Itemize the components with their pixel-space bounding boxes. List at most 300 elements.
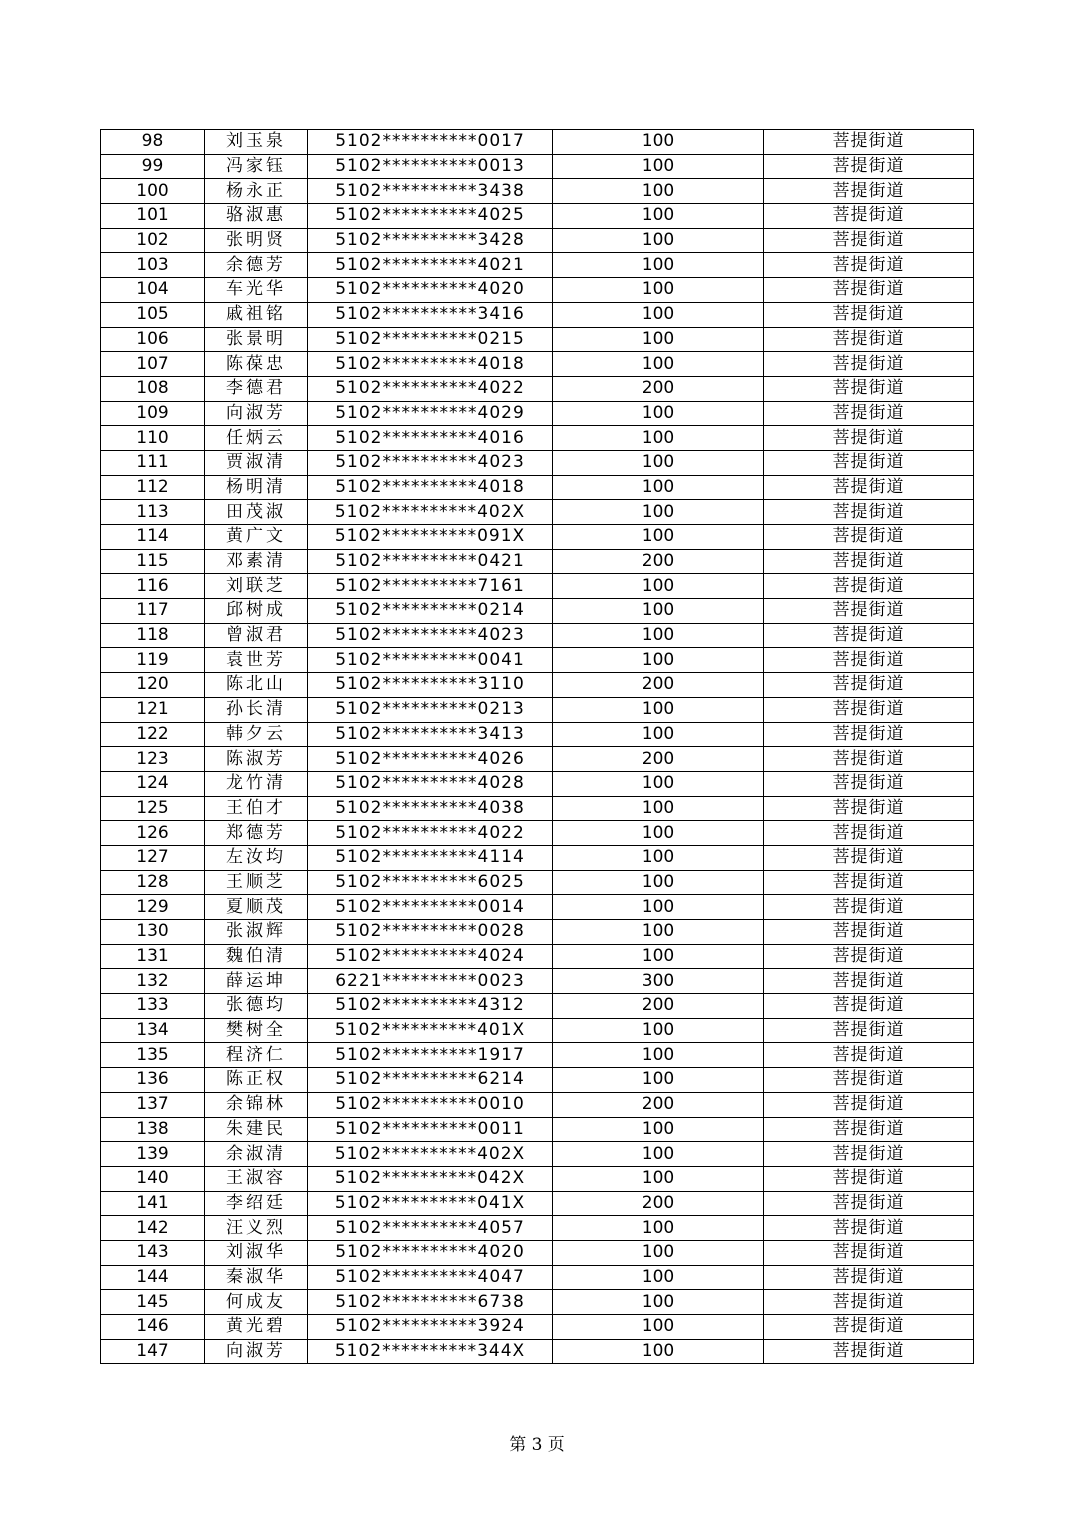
cell-amount: 100 — [553, 426, 764, 451]
cell-name: 杨明清 — [205, 475, 308, 500]
table-row — [101, 870, 974, 895]
cell-amount: 100 — [553, 1166, 764, 1191]
cell-amount: 100 — [553, 1216, 764, 1241]
cell-index: 147 — [101, 1339, 205, 1364]
cell-name: 程济仁 — [205, 1043, 308, 1068]
table-row — [101, 302, 974, 327]
cell-index: 122 — [101, 722, 205, 747]
cell-index: 134 — [101, 1018, 205, 1043]
cell-street: 菩提街道 — [764, 525, 974, 550]
cell-index: 132 — [101, 969, 205, 994]
cell-amount: 100 — [553, 1265, 764, 1290]
cell-street: 菩提街道 — [764, 574, 974, 599]
cell-street: 菩提街道 — [764, 870, 974, 895]
cell-amount: 100 — [553, 450, 764, 475]
cell-amount: 200 — [553, 376, 764, 401]
cell-name: 余锦林 — [205, 1092, 308, 1117]
cell-index: 123 — [101, 747, 205, 772]
table-row — [101, 352, 974, 377]
cell-amount: 100 — [553, 648, 764, 673]
cell-name: 孙长清 — [205, 697, 308, 722]
cell-index: 137 — [101, 1092, 205, 1117]
table-row — [101, 376, 974, 401]
cell-street: 菩提街道 — [764, 327, 974, 352]
cell-id-number: 5102**********4020 — [308, 1240, 553, 1265]
cell-street: 菩提街道 — [764, 500, 974, 525]
table-row — [101, 1166, 974, 1191]
table-row — [101, 771, 974, 796]
cell-index: 102 — [101, 228, 205, 253]
table-row — [101, 574, 974, 599]
cell-id-number: 5102**********042X — [308, 1166, 553, 1191]
cell-name: 贾淑清 — [205, 450, 308, 475]
cell-amount: 200 — [553, 1092, 764, 1117]
table-row — [101, 179, 974, 204]
cell-index: 130 — [101, 920, 205, 945]
cell-index: 144 — [101, 1265, 205, 1290]
cell-index: 133 — [101, 994, 205, 1019]
cell-name: 刘联芝 — [205, 574, 308, 599]
cell-id-number: 5102**********0041 — [308, 648, 553, 673]
cell-index: 143 — [101, 1240, 205, 1265]
cell-amount: 100 — [553, 944, 764, 969]
cell-name: 樊树全 — [205, 1018, 308, 1043]
table-row — [101, 796, 974, 821]
cell-id-number: 5102**********3924 — [308, 1315, 553, 1340]
cell-index: 146 — [101, 1315, 205, 1340]
cell-street: 菩提街道 — [764, 228, 974, 253]
cell-street: 菩提街道 — [764, 1191, 974, 1216]
cell-index: 106 — [101, 327, 205, 352]
cell-street: 菩提街道 — [764, 376, 974, 401]
cell-name: 王伯才 — [205, 796, 308, 821]
table-row — [101, 697, 974, 722]
cell-index: 142 — [101, 1216, 205, 1241]
cell-amount: 200 — [553, 673, 764, 698]
cell-id-number: 5102**********3416 — [308, 302, 553, 327]
cell-index: 111 — [101, 450, 205, 475]
cell-id-number: 5102**********0028 — [308, 920, 553, 945]
cell-index: 107 — [101, 352, 205, 377]
cell-id-number: 5102**********4022 — [308, 376, 553, 401]
cell-amount: 300 — [553, 969, 764, 994]
page-footer — [0, 1430, 1074, 1455]
cell-id-number: 5102**********344X — [308, 1339, 553, 1364]
cell-name: 骆淑惠 — [205, 204, 308, 229]
cell-street: 菩提街道 — [764, 697, 974, 722]
table-row — [101, 549, 974, 574]
cell-street: 菩提街道 — [764, 1018, 974, 1043]
cell-amount: 100 — [553, 228, 764, 253]
cell-index: 113 — [101, 500, 205, 525]
cell-name: 王顺芝 — [205, 870, 308, 895]
cell-amount: 100 — [553, 475, 764, 500]
cell-street: 菩提街道 — [764, 401, 974, 426]
cell-name: 郑德芳 — [205, 821, 308, 846]
cell-street: 菩提街道 — [764, 895, 974, 920]
cell-id-number: 5102**********4038 — [308, 796, 553, 821]
cell-amount: 100 — [553, 1315, 764, 1340]
cell-id-number: 5102**********4023 — [308, 623, 553, 648]
table-row — [101, 1339, 974, 1364]
table-row — [101, 475, 974, 500]
cell-index: 127 — [101, 845, 205, 870]
cell-index: 108 — [101, 376, 205, 401]
cell-id-number: 5102**********4018 — [308, 352, 553, 377]
cell-street: 菩提街道 — [764, 969, 974, 994]
cell-amount: 100 — [553, 920, 764, 945]
cell-index: 139 — [101, 1142, 205, 1167]
cell-index: 120 — [101, 673, 205, 698]
table-row — [101, 895, 974, 920]
table-row — [101, 1092, 974, 1117]
cell-amount: 100 — [553, 1018, 764, 1043]
cell-id-number: 5102**********4026 — [308, 747, 553, 772]
table-row — [101, 1043, 974, 1068]
cell-index: 109 — [101, 401, 205, 426]
table-row — [101, 1117, 974, 1142]
table-row — [101, 920, 974, 945]
cell-amount: 200 — [553, 549, 764, 574]
cell-amount: 100 — [553, 845, 764, 870]
cell-index: 103 — [101, 253, 205, 278]
cell-amount: 100 — [553, 599, 764, 624]
cell-amount: 100 — [553, 130, 764, 155]
cell-index: 121 — [101, 697, 205, 722]
cell-amount: 100 — [553, 253, 764, 278]
cell-index: 128 — [101, 870, 205, 895]
cell-street: 菩提街道 — [764, 154, 974, 179]
table-row — [101, 648, 974, 673]
table-row — [101, 154, 974, 179]
cell-index: 136 — [101, 1068, 205, 1093]
cell-name: 夏顺茂 — [205, 895, 308, 920]
table-row — [101, 450, 974, 475]
cell-street: 菩提街道 — [764, 623, 974, 648]
table-row — [101, 130, 974, 155]
table-row — [101, 673, 974, 698]
cell-name: 刘玉泉 — [205, 130, 308, 155]
cell-index: 100 — [101, 179, 205, 204]
cell-street: 菩提街道 — [764, 1166, 974, 1191]
cell-id-number: 5102**********0421 — [308, 549, 553, 574]
cell-amount: 100 — [553, 771, 764, 796]
cell-name: 张明贤 — [205, 228, 308, 253]
cell-name: 朱建民 — [205, 1117, 308, 1142]
cell-name: 张淑辉 — [205, 920, 308, 945]
cell-id-number: 5102**********6738 — [308, 1290, 553, 1315]
table-row — [101, 722, 974, 747]
cell-amount: 100 — [553, 179, 764, 204]
cell-name: 张景明 — [205, 327, 308, 352]
cell-index: 135 — [101, 1043, 205, 1068]
cell-index: 101 — [101, 204, 205, 229]
cell-amount: 100 — [553, 401, 764, 426]
cell-index: 99 — [101, 154, 205, 179]
cell-id-number: 5102**********4016 — [308, 426, 553, 451]
cell-name: 戚祖铭 — [205, 302, 308, 327]
cell-name: 任炳云 — [205, 426, 308, 451]
cell-name: 左汝均 — [205, 845, 308, 870]
cell-name: 李绍廷 — [205, 1191, 308, 1216]
cell-street: 菩提街道 — [764, 1043, 974, 1068]
table-row — [101, 401, 974, 426]
cell-index: 119 — [101, 648, 205, 673]
table-row — [101, 500, 974, 525]
cell-amount: 100 — [553, 895, 764, 920]
cell-index: 124 — [101, 771, 205, 796]
cell-id-number: 5102**********4022 — [308, 821, 553, 846]
cell-name: 余淑清 — [205, 1142, 308, 1167]
cell-amount: 100 — [553, 500, 764, 525]
cell-street: 菩提街道 — [764, 1339, 974, 1364]
cell-index: 104 — [101, 278, 205, 303]
cell-amount: 100 — [553, 327, 764, 352]
cell-amount: 100 — [553, 697, 764, 722]
cell-name: 王淑容 — [205, 1166, 308, 1191]
cell-index: 112 — [101, 475, 205, 500]
cell-street: 菩提街道 — [764, 278, 974, 303]
cell-name: 秦淑华 — [205, 1265, 308, 1290]
cell-amount: 100 — [553, 352, 764, 377]
cell-name: 陈葆忠 — [205, 352, 308, 377]
table-row — [101, 1142, 974, 1167]
cell-street: 菩提街道 — [764, 1092, 974, 1117]
cell-id-number: 5102**********7161 — [308, 574, 553, 599]
cell-index: 98 — [101, 130, 205, 155]
table-row — [101, 1068, 974, 1093]
table-row — [101, 1290, 974, 1315]
cell-amount: 100 — [553, 796, 764, 821]
cell-id-number: 5102**********4025 — [308, 204, 553, 229]
cell-amount: 100 — [553, 1290, 764, 1315]
cell-id-number: 5102**********402X — [308, 500, 553, 525]
cell-id-number: 5102**********0215 — [308, 327, 553, 352]
table-row — [101, 278, 974, 303]
cell-id-number: 5102**********4021 — [308, 253, 553, 278]
cell-name: 邱树成 — [205, 599, 308, 624]
cell-street: 菩提街道 — [764, 450, 974, 475]
cell-id-number: 5102**********4018 — [308, 475, 553, 500]
table-row — [101, 1265, 974, 1290]
cell-name: 陈北山 — [205, 673, 308, 698]
table-row — [101, 204, 974, 229]
cell-amount: 100 — [553, 722, 764, 747]
cell-name: 魏伯清 — [205, 944, 308, 969]
cell-street: 菩提街道 — [764, 352, 974, 377]
cell-street: 菩提街道 — [764, 920, 974, 945]
table-row — [101, 1018, 974, 1043]
cell-id-number: 5102**********3413 — [308, 722, 553, 747]
cell-id-number: 5102**********4114 — [308, 845, 553, 870]
cell-amount: 100 — [553, 204, 764, 229]
cell-street: 菩提街道 — [764, 1315, 974, 1340]
table-row — [101, 1240, 974, 1265]
cell-name: 黄光碧 — [205, 1315, 308, 1340]
cell-name: 田茂淑 — [205, 500, 308, 525]
cell-street: 菩提街道 — [764, 1117, 974, 1142]
cell-street: 菩提街道 — [764, 1216, 974, 1241]
cell-id-number: 5102**********1917 — [308, 1043, 553, 1068]
cell-index: 138 — [101, 1117, 205, 1142]
cell-name: 余德芳 — [205, 253, 308, 278]
cell-street: 菩提街道 — [764, 747, 974, 772]
table-row — [101, 969, 974, 994]
table-row — [101, 747, 974, 772]
cell-street: 菩提街道 — [764, 426, 974, 451]
cell-name: 邓素清 — [205, 549, 308, 574]
cell-name: 薛运坤 — [205, 969, 308, 994]
cell-street: 菩提街道 — [764, 253, 974, 278]
page-number-label: 第 3 页 — [509, 1435, 565, 1455]
cell-street: 菩提街道 — [764, 994, 974, 1019]
cell-amount: 100 — [553, 278, 764, 303]
cell-id-number: 5102**********0014 — [308, 895, 553, 920]
subsidy-list-table — [100, 129, 974, 1364]
cell-amount: 100 — [553, 1339, 764, 1364]
cell-id-number: 5102**********4024 — [308, 944, 553, 969]
cell-amount: 200 — [553, 1191, 764, 1216]
cell-name: 曾淑君 — [205, 623, 308, 648]
cell-id-number: 5102**********0214 — [308, 599, 553, 624]
cell-name: 杨永正 — [205, 179, 308, 204]
cell-amount: 200 — [553, 994, 764, 1019]
cell-index: 145 — [101, 1290, 205, 1315]
cell-amount: 100 — [553, 623, 764, 648]
cell-name: 何成友 — [205, 1290, 308, 1315]
cell-amount: 100 — [553, 1043, 764, 1068]
table-row — [101, 1315, 974, 1340]
cell-id-number: 5102**********091X — [308, 525, 553, 550]
cell-street: 菩提街道 — [764, 771, 974, 796]
cell-name: 冯家钰 — [205, 154, 308, 179]
cell-id-number: 5102**********0017 — [308, 130, 553, 155]
cell-index: 126 — [101, 821, 205, 846]
cell-id-number: 5102**********0010 — [308, 1092, 553, 1117]
cell-name: 黄广文 — [205, 525, 308, 550]
cell-id-number: 5102**********4029 — [308, 401, 553, 426]
table-row — [101, 845, 974, 870]
table-row — [101, 944, 974, 969]
cell-name: 张德均 — [205, 994, 308, 1019]
cell-amount: 100 — [553, 302, 764, 327]
cell-street: 菩提街道 — [764, 1290, 974, 1315]
cell-id-number: 5102**********0013 — [308, 154, 553, 179]
cell-name: 汪义烈 — [205, 1216, 308, 1241]
cell-amount: 200 — [553, 747, 764, 772]
cell-name: 陈淑芳 — [205, 747, 308, 772]
cell-street: 菩提街道 — [764, 179, 974, 204]
table-row — [101, 426, 974, 451]
table-row — [101, 1191, 974, 1216]
cell-street: 菩提街道 — [764, 944, 974, 969]
cell-index: 131 — [101, 944, 205, 969]
cell-amount: 100 — [553, 870, 764, 895]
table-row — [101, 821, 974, 846]
cell-id-number: 5102**********0011 — [308, 1117, 553, 1142]
cell-index: 117 — [101, 599, 205, 624]
cell-index: 116 — [101, 574, 205, 599]
cell-amount: 100 — [553, 1117, 764, 1142]
cell-street: 菩提街道 — [764, 1068, 974, 1093]
table-row — [101, 623, 974, 648]
cell-amount: 100 — [553, 1142, 764, 1167]
cell-street: 菩提街道 — [764, 1142, 974, 1167]
cell-amount: 100 — [553, 154, 764, 179]
cell-name: 向淑芳 — [205, 1339, 308, 1364]
cell-index: 110 — [101, 426, 205, 451]
cell-name: 向淑芳 — [205, 401, 308, 426]
table-row — [101, 327, 974, 352]
cell-index: 140 — [101, 1166, 205, 1191]
cell-index: 115 — [101, 549, 205, 574]
table-row — [101, 525, 974, 550]
cell-street: 菩提街道 — [764, 204, 974, 229]
cell-index: 114 — [101, 525, 205, 550]
cell-name: 刘淑华 — [205, 1240, 308, 1265]
table-row — [101, 994, 974, 1019]
cell-id-number: 5102**********041X — [308, 1191, 553, 1216]
cell-id-number: 5102**********4020 — [308, 278, 553, 303]
cell-amount: 100 — [553, 821, 764, 846]
cell-id-number: 5102**********0213 — [308, 697, 553, 722]
cell-name: 龙竹清 — [205, 771, 308, 796]
table-row — [101, 228, 974, 253]
table-row — [101, 599, 974, 624]
cell-street: 菩提街道 — [764, 130, 974, 155]
cell-street: 菩提街道 — [764, 549, 974, 574]
cell-street: 菩提街道 — [764, 796, 974, 821]
cell-id-number: 5102**********4023 — [308, 450, 553, 475]
cell-id-number: 5102**********401X — [308, 1018, 553, 1043]
cell-street: 菩提街道 — [764, 302, 974, 327]
cell-street: 菩提街道 — [764, 599, 974, 624]
cell-id-number: 5102**********3110 — [308, 673, 553, 698]
cell-id-number: 5102**********3428 — [308, 228, 553, 253]
cell-id-number: 5102**********6025 — [308, 870, 553, 895]
cell-id-number: 6221**********0023 — [308, 969, 553, 994]
table-row — [101, 253, 974, 278]
cell-street: 菩提街道 — [764, 845, 974, 870]
cell-index: 141 — [101, 1191, 205, 1216]
cell-id-number: 5102**********4047 — [308, 1265, 553, 1290]
cell-name: 车光华 — [205, 278, 308, 303]
cell-amount: 100 — [553, 1240, 764, 1265]
cell-id-number: 5102**********4312 — [308, 994, 553, 1019]
cell-id-number: 5102**********3438 — [308, 179, 553, 204]
cell-street: 菩提街道 — [764, 1240, 974, 1265]
cell-street: 菩提街道 — [764, 475, 974, 500]
cell-index: 129 — [101, 895, 205, 920]
cell-index: 105 — [101, 302, 205, 327]
cell-name: 李德君 — [205, 376, 308, 401]
table-body — [101, 130, 974, 1364]
cell-name: 袁世芳 — [205, 648, 308, 673]
cell-street: 菩提街道 — [764, 722, 974, 747]
cell-index: 118 — [101, 623, 205, 648]
cell-street: 菩提街道 — [764, 673, 974, 698]
cell-id-number: 5102**********4028 — [308, 771, 553, 796]
cell-amount: 100 — [553, 525, 764, 550]
cell-amount: 100 — [553, 1068, 764, 1093]
cell-id-number: 5102**********6214 — [308, 1068, 553, 1093]
cell-street: 菩提街道 — [764, 1265, 974, 1290]
cell-id-number: 5102**********402X — [308, 1142, 553, 1167]
cell-id-number: 5102**********4057 — [308, 1216, 553, 1241]
cell-street: 菩提街道 — [764, 648, 974, 673]
cell-name: 陈正权 — [205, 1068, 308, 1093]
cell-index: 125 — [101, 796, 205, 821]
